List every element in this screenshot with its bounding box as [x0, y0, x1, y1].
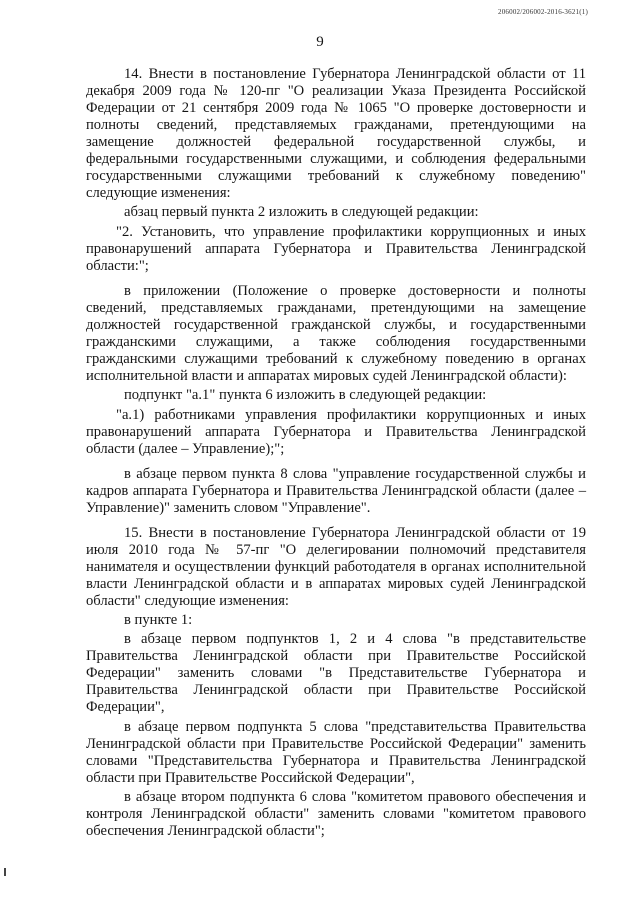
- paragraph-item-14: 14. Внести в постановление Губернатора Ленинградской области от 11 декабря 2009 года № 120-пг "О реализации Указа Президента Российской Федерации от 21 сентября 2009 года № 1065 "О проверке достоверности и полноты сведений, представляемых гражданами, претендующими на замещение должностей федеральной государственной службы, и федеральными государственными служащими, и соблюдения федеральными государственными служащими требований к служебному поведению" следующие изменения:: [86, 66, 586, 201]
- page-number: 9: [316, 34, 324, 50]
- scan-mark: [4, 868, 6, 876]
- paragraph: в абзаце первом пункта 8 слова "управление государственной службы и кадров аппарата Губернатора и Правительства Ленинградской области (далее – Управление)" заменить словом "Управление".: [86, 465, 586, 516]
- quoted-paragraph: "а.1) работниками управления профилактики коррупционных и иных правонарушений аппарата Губернатора и Правительства Ленинградской области (далее – Управление);";: [86, 406, 586, 457]
- paragraph: в абзаце втором подпункта 6 слова "комитетом правового обеспечения и контроля Ленинградской области" заменить словами "комитетом правового обеспечения Ленинградской области";: [86, 789, 586, 840]
- document-code: 206002/206002-2016-3621(1): [498, 8, 588, 16]
- paragraph: в приложении (Положение о проверке достоверности и полноты сведений, представляемых гражданами, претендующими на замещение должностей государственной гражданской службы, и государственными гражданскими служащими, а также соблюдения государственными гражданскими служащими требований к служебному поведению в органах исполнительной власти и аппаратах мировых судей Ленинградской области):: [86, 282, 586, 384]
- document-body: [86, 66, 586, 843]
- paragraph: в пункте 1:: [124, 611, 193, 628]
- quoted-paragraph: "2. Установить, что управление профилактики коррупционных и иных правонарушений аппарата Губернатора и Правительства Ленинградской области:";: [86, 223, 586, 274]
- paragraph-item-15: 15. Внести в постановление Губернатора Ленинградской области от 19 июля 2010 года № 57-пг "О делегировании полномочий представителя нанимателя и осуществлении функций работодателя в органах исполнительной власти Ленинградской области и в аппаратах мировых судей Ленинградской области" следующие изменения:: [86, 524, 586, 609]
- paragraph: в абзаце первом подпунктов 1, 2 и 4 слова "в представительстве Правительства Ленинградской области при Правительстве Российской Федерации" заменить словами "в Представительстве Губернатора и Правительства Ленинградской области при Правительстве Российской Федерации",: [86, 631, 586, 716]
- paragraph: абзац первый пункта 2 изложить в следующей редакции:: [124, 204, 479, 221]
- paragraph: подпункт "а.1" пункта 6 изложить в следующей редакции:: [124, 387, 487, 404]
- paragraph: в абзаце первом подпункта 5 слова "представительства Правительства Ленинградской области при Правительстве Российской Федерации" заменить словами "Представительства Губернатора и Правительства Ленинградской области при Правительстве Российской Федерации",: [86, 718, 586, 786]
